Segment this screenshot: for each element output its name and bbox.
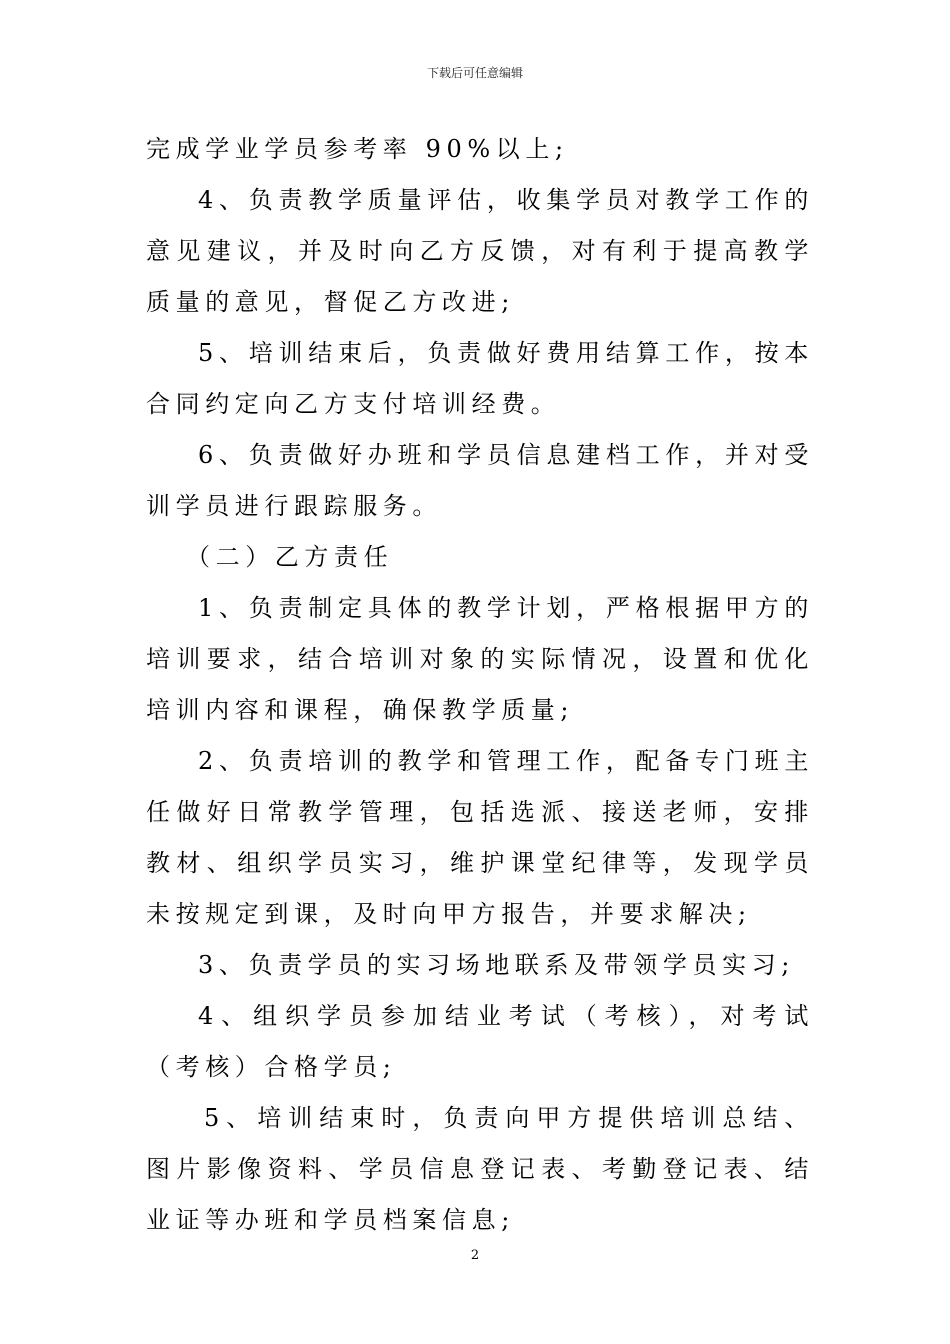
- section-heading-party-b: （二）乙方责任: [186, 543, 394, 571]
- paragraph-item-b4: 4、组织学员参加结业考试（考核），对考试（考核）合格学员;: [146, 1002, 814, 1081]
- paragraph-item-b1: 1、负责制定具体的教学计划，严格根据甲方的培训要求，结合培训对象的实际情况，设置和优化培训内容和课程，确保教学质量;: [146, 594, 814, 724]
- paragraph-item-b2: 2、负责培训的教学和管理工作，配备专门班主任做好日常教学管理，包括选派、接送老师，安排教材、组织学员实习，维护课堂纪律等，发现学员未按规定到课，及时向甲方报告，并要求解决;: [146, 747, 814, 928]
- paragraph-item-a5: 5、培训结束后，负责做好费用结算工作，按本合同约定向乙方支付培训经费。: [146, 339, 814, 418]
- header-note: 下载后可任意编辑: [426, 66, 523, 80]
- page-number: 2: [470, 1248, 480, 1263]
- paragraph-item-a6: 6、负责做好办班和学员信息建档工作，并对受训学员进行跟踪服务。: [146, 441, 814, 520]
- paragraph-continuation: 完成学业学员参考率 90%以上;: [146, 135, 569, 163]
- paragraph-item-b3: 3、负责学员的实习场地联系及带领学员实习;: [198, 951, 795, 979]
- paragraph-item-b5: 5、培训结束时，负责向甲方提供培训总结、图片影像资料、学员信息登记表、考勤登记表、结业证等办班和学员档案信息;: [146, 1104, 814, 1234]
- paragraph-item-a4: 4、负责教学质量评估，收集学员对教学工作的意见建议，并及时向乙方反馈，对有利于提高教学质量的意见，督促乙方改进;: [146, 186, 814, 316]
- document-body: [146, 124, 814, 1246]
